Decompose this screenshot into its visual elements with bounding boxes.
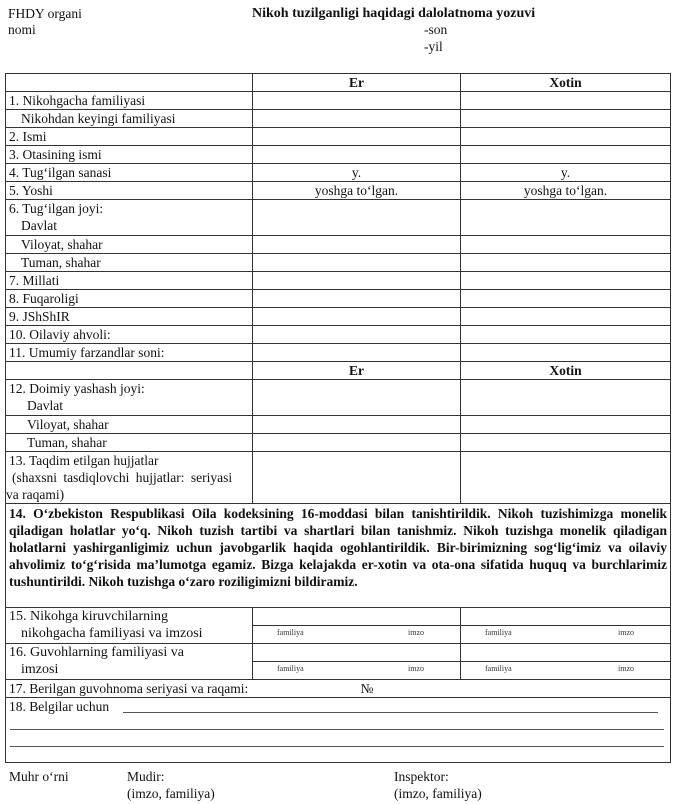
record-year-suffix: -yil (424, 39, 443, 54)
witness-1-signature-cell[interactable] (253, 644, 461, 680)
signature-hint-text: imzo (618, 664, 634, 673)
husband-nationality-field[interactable] (253, 272, 461, 290)
inspector-signature-hint: (imzo, familiya) (394, 786, 482, 801)
husband-patronymic-field[interactable] (253, 146, 461, 164)
surname-hint: familiya (277, 664, 304, 673)
label-first-name: 2. Ismi (6, 128, 253, 146)
label-certificate-number: 17. Berilgan guvohnoma seriyasi va raqami: (9, 681, 249, 696)
label-spouses-signature-1: 15. Nikohga kiruvchilarning (9, 609, 169, 624)
husband-marital-status-field[interactable] (253, 326, 461, 344)
witness-2-signature-cell[interactable] (461, 644, 671, 680)
header-empty-cell-2 (6, 362, 253, 380)
wife-residence-district-field[interactable] (461, 434, 671, 452)
label-documents-title: 13. Taqdim etilgan hujjatlar (9, 453, 159, 468)
marriage-record-table (5, 73, 671, 763)
column-header-wife-2: Xotin (461, 362, 671, 380)
label-citizenship: 8. Fuqaroligi (6, 290, 253, 308)
wife-signature-field[interactable] (461, 608, 670, 626)
label-spouses-signature-2: nikohgacha familiyasi va imzosi (21, 626, 203, 641)
surname-hint: familiya (485, 664, 512, 673)
column-header-husband-2: Er (253, 362, 461, 380)
certificate-number-row[interactable] (6, 680, 671, 698)
wife-surname-before-field[interactable] (461, 92, 671, 110)
surname-hint: familiya (485, 628, 512, 637)
label-documents-hint-2: va raqami) (6, 487, 65, 502)
seal-place-label: Muhr o‘rni (9, 769, 69, 784)
wife-first-name-field[interactable] (461, 128, 671, 146)
notes-line-1[interactable] (123, 712, 658, 713)
husband-birth-district-field[interactable] (253, 254, 461, 272)
document-title: Nikoh tuzilganligi haqidagi dalolatnoma yozuvi (252, 6, 536, 21)
label-spouses-signature (6, 608, 253, 644)
husband-birth-region-field[interactable] (253, 236, 461, 254)
wife-marital-status-field[interactable] (461, 326, 671, 344)
notes-line-2[interactable] (10, 729, 664, 730)
label-children-count: 11. Umumiy farzandlar soni: (6, 344, 253, 362)
signature-hint-text: imzo (408, 664, 424, 673)
husband-birth-country-field[interactable] (253, 200, 461, 236)
husband-children-count-field[interactable] (253, 344, 461, 362)
signature-hint-text: imzo (408, 628, 424, 637)
label-marital-status: 10. Oilaviy ahvoli: (6, 326, 253, 344)
wife-signature-cell[interactable] (461, 608, 671, 644)
signature-hint (253, 626, 460, 643)
label-surname-after-marriage (6, 110, 253, 128)
wife-residence-country-field[interactable] (461, 380, 671, 416)
husband-residence-district-field[interactable] (253, 434, 461, 452)
label-birth-date: 4. Tug‘ilgan sanasi (6, 164, 253, 182)
header-empty-cell (6, 74, 253, 92)
surname-hint: familiya (277, 628, 304, 637)
label-country: Davlat (27, 398, 63, 413)
husband-pinfl-field[interactable] (253, 308, 461, 326)
label-age: 5. Yoshi (6, 182, 253, 200)
wife-residence-region-field[interactable] (461, 416, 671, 434)
record-number-suffix: -son (424, 22, 448, 37)
husband-documents-field[interactable] (253, 452, 461, 504)
signature-hint-text: imzo (618, 628, 634, 637)
witness-2-signature-field[interactable] (461, 644, 670, 662)
wife-citizenship-field[interactable] (461, 290, 671, 308)
husband-first-name-field[interactable] (253, 128, 461, 146)
label-country: Davlat (21, 218, 57, 233)
label-nationality: 7. Millati (6, 272, 253, 290)
label-documents (6, 452, 253, 504)
wife-children-count-field[interactable] (461, 344, 671, 362)
label-text: Tuman, shahar (21, 255, 101, 270)
label-documents-hint: (shaxsni tasdiqlovchi hujjatlar: seriyasi (12, 470, 233, 485)
label-text: Viloyat, shahar (21, 237, 103, 252)
label-residence: 12. Doimiy yashash joyi: (9, 381, 145, 396)
registry-office-label: FHDY organi (8, 6, 82, 21)
label-birthplace: 6. Tug‘ilgan joyi: (9, 201, 104, 216)
inspector-title: Inspektor: (394, 769, 449, 784)
consent-statement: 14. O‘zbekiston Respublikasi Oila kodeksining 16-moddasi bilan tanishtirildik. Nikoh tuzishimizga monelik qiladigan holatlar yo‘q. Nikoh tuzish tartibi va shartlari bilan tanishmiz. Nikoh tuzishga monelik qiladigan holatlarni yashirganligimiz uchun javobgarlik haqida ogohlantirildik. Bir-birimizning sog‘lig‘imiz va oilaviy ahvolimiz to‘g‘risida ma’lumotga egamiz. Bizga kelajakda er-xotin va ota-ona sifatida huquq va burchlarimiz tushuntirildi. Nikoh tuzishga o‘zaro roziligimizni bildiramiz. (6, 504, 671, 608)
label-text: Nikohdan keyingi familiyasi (21, 111, 176, 126)
husband-surname-before-field[interactable] (253, 92, 461, 110)
label-witnesses-signature (6, 644, 253, 680)
wife-birth-country-field[interactable] (461, 200, 671, 236)
wife-patronymic-field[interactable] (461, 146, 671, 164)
notes-row[interactable] (6, 698, 671, 763)
label-residence-district (6, 434, 253, 452)
wife-birth-district-field[interactable] (461, 254, 671, 272)
husband-birth-date-field[interactable]: y. (253, 164, 461, 182)
wife-surname-after-field[interactable] (461, 110, 671, 128)
signature-hint (461, 626, 670, 643)
head-signature-hint: (imzo, familiya) (127, 786, 215, 801)
registry-office-name-label: nomi (8, 22, 36, 37)
label-residence-region (6, 416, 253, 434)
wife-age-field[interactable]: yoshga to‘lgan. (461, 182, 671, 200)
notes-line-3[interactable] (10, 746, 664, 747)
label-witnesses-signature-1: 16. Guvohlarning familiyasi va (9, 645, 184, 660)
husband-signature-field[interactable] (253, 608, 460, 626)
wife-birth-date-field[interactable]: y. (461, 164, 671, 182)
wife-documents-field[interactable] (461, 452, 671, 504)
husband-citizenship-field[interactable] (253, 290, 461, 308)
signature-hint (253, 662, 460, 679)
label-pinfl: 9. JShShIR (6, 308, 253, 326)
head-title: Mudir: (127, 769, 165, 784)
husband-signature-cell[interactable] (253, 608, 461, 644)
label-surname-before-marriage: 1. Nikohgacha familiyasi (6, 92, 253, 110)
column-header-wife: Xotin (461, 74, 671, 92)
wife-nationality-field[interactable] (461, 272, 671, 290)
label-birth-district (6, 254, 253, 272)
column-header-husband: Er (253, 74, 461, 92)
label-witnesses-signature-2: imzosi (21, 662, 59, 677)
label-notes: 18. Belgilar uchun (9, 699, 110, 714)
witness-1-signature-field[interactable] (253, 644, 460, 662)
number-sign: № (360, 681, 374, 696)
label-birthplace-country (6, 200, 253, 236)
label-patronymic: 3. Otasining ismi (6, 146, 253, 164)
label-text: Tuman, shahar (27, 435, 107, 450)
husband-age-field[interactable]: yoshga to‘lgan. (253, 182, 461, 200)
husband-residence-country-field[interactable] (253, 380, 461, 416)
label-residence-country (6, 380, 253, 416)
wife-pinfl-field[interactable] (461, 308, 671, 326)
signature-hint (461, 662, 670, 679)
label-birth-region (6, 236, 253, 254)
label-text: Viloyat, shahar (27, 417, 109, 432)
husband-surname-after-field[interactable] (253, 110, 461, 128)
wife-birth-region-field[interactable] (461, 236, 671, 254)
husband-residence-region-field[interactable] (253, 416, 461, 434)
